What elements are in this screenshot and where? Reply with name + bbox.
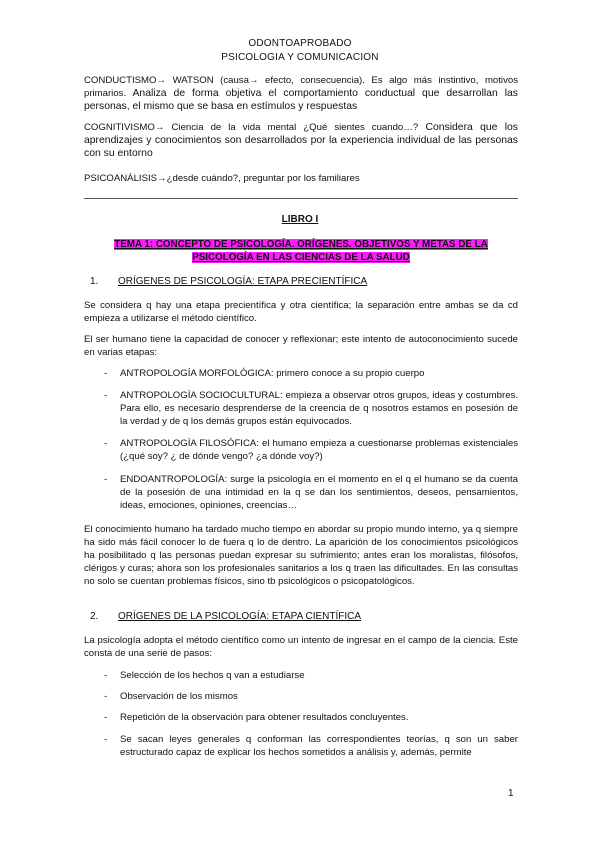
list-item: [104, 367, 518, 380]
section-1-title: ORÍGENES DE PSICOLOGÍA: ETAPA PRECIENTÍFICA: [118, 276, 368, 287]
conductismo-lead: CONDUCTISMO→ WATSON (causa→ efecto, consecuencia). Es algo más instintivo, motivos primarios.: [84, 75, 518, 99]
list-dash: -: [104, 390, 108, 401]
conductismo-paragraph: [84, 74, 518, 113]
section-1-paragraph-2: El ser humano tiene la capacidad de conocer y reflexionar; este intento de autoconocimiento sucede en varias etapas:: [84, 334, 518, 358]
section-1-number: 1.: [90, 276, 99, 287]
section-1-paragraph-3: El conocimiento humano ha tardado mucho tiempo en abordar su propio mundo interno, ya q siempre ha sido más fácil conocer lo de fuera q lo de dentro. La aparición de los conocimientos psicológicos ha posibilitado q las personas puedan expresar su sufrimiento; antes eran los moralistas, filósofos, clérigos y curas; ahora son los profesionales sanitarios a los q traen las dificultades. En las consultas no solo se cuentan problemas físicos, sino tb psicológicos o psicopatológicos.: [84, 524, 518, 587]
list-dash: -: [104, 670, 108, 681]
section-1-heading: [90, 276, 520, 287]
tema-heading: [84, 238, 518, 264]
list-item: [104, 473, 518, 512]
cognitivismo-lead: COGNITIVISMO→ Ciencia de la vida mental ¿Qué sientes cuando…?: [84, 122, 419, 133]
libro-heading: LIBRO I: [281, 214, 319, 225]
page-number: 1: [508, 788, 514, 799]
list-item: [104, 711, 518, 724]
list-item-text: ANTROPOLOGÍA MORFOLÓGICA: primero conoce a su propio cuerpo: [120, 368, 425, 379]
tema-highlight: TEMA 1: CONCEPTO DE PSICOLOGÍA. ORÍGENES. OBJETIVOS Y METAS DE LA PSICOLOGÍA EN LAS CIENCIAS DE LA SALUD: [114, 239, 488, 263]
list-item: [104, 389, 518, 428]
list-item: [104, 669, 518, 682]
list-item: [104, 733, 518, 759]
list-dash: -: [104, 368, 108, 379]
header-subtitle: PSICOLOGIA Y COMUNICACION: [221, 52, 379, 63]
list-dash: -: [104, 474, 108, 485]
list-item-text: Observación de los mismos: [120, 691, 238, 702]
list-item-text: ANTROPOLOGÍA FILOSÓFICA: el humano empieza a cuestionarse problemas existenciales (¿qué soy? ¿ de dónde vengo? ¿a dónde voy?): [120, 438, 518, 462]
list-item: [104, 437, 518, 463]
list-item-text: ANTROPOLOGÍA SOCIOCULTURAL: empieza a observar otros grupos, ideas y costumbres. Para ello, es necesario desprenderse de la creencia de q nosotros estamos en posesión de la verdad y de q los demás grupos están equivocados.: [120, 390, 518, 427]
list-item: [104, 690, 518, 703]
list-item-text: ENDOANTROPOLOGÍA: surge la psicología en el momento en el q el humano se da cuenta de la posesión de una intimidad en la q se dan los sentimientos, deseos, pensamientos, ideas, emociones, opiniones, creencias…: [120, 474, 518, 511]
list-item-text: Selección de los hechos q van a estudiarse: [120, 670, 305, 681]
section-2-number: 2.: [90, 611, 99, 622]
psicoanalisis-line: PSICOANÁLISIS→¿desde cuándo?, preguntar por los familiares: [84, 173, 360, 184]
list-dash: -: [104, 734, 108, 745]
list-dash: -: [104, 438, 108, 449]
list-item-text: Repetición de la observación para obtener resultados concluyentes.: [120, 712, 409, 723]
list-item-text: Se sacan leyes generales q conforman las correspondientes teorías, q son un saber estructurado capaz de explicar los hechos sometidos a análisis y, además, permite: [120, 734, 518, 758]
list-dash: -: [104, 691, 108, 702]
section-1-paragraph-1: Se considera q hay una etapa precientífica y otra científica; la separación entre ambas se da cd empieza a utilizarse el método científico.: [84, 300, 518, 324]
section-2-paragraph-1: La psicología adopta el método científico como un intento de ingresar en el campo de la ciencia. Este consta de una serie de pasos:: [84, 635, 518, 659]
conductismo-body: Analiza de forma objetiva el comportamiento conductual que desarrollan las personas, el mismo que se basa en estímulos y respuestas: [84, 88, 518, 112]
horizontal-divider: [84, 198, 518, 199]
header-title: ODONTOAPROBADO: [248, 38, 352, 49]
cognitivismo-body: Considera que los aprendizajes y conocimientos son desarrollados por la experiencia individual de las personas con su entorno: [84, 122, 518, 159]
section-2-title: ORÍGENES DE LA PSICOLOGÍA: ETAPA CIENTÍFICA: [118, 611, 362, 622]
list-dash: -: [104, 712, 108, 723]
section-2-heading: [90, 611, 520, 622]
cognitivismo-paragraph: [84, 121, 518, 160]
